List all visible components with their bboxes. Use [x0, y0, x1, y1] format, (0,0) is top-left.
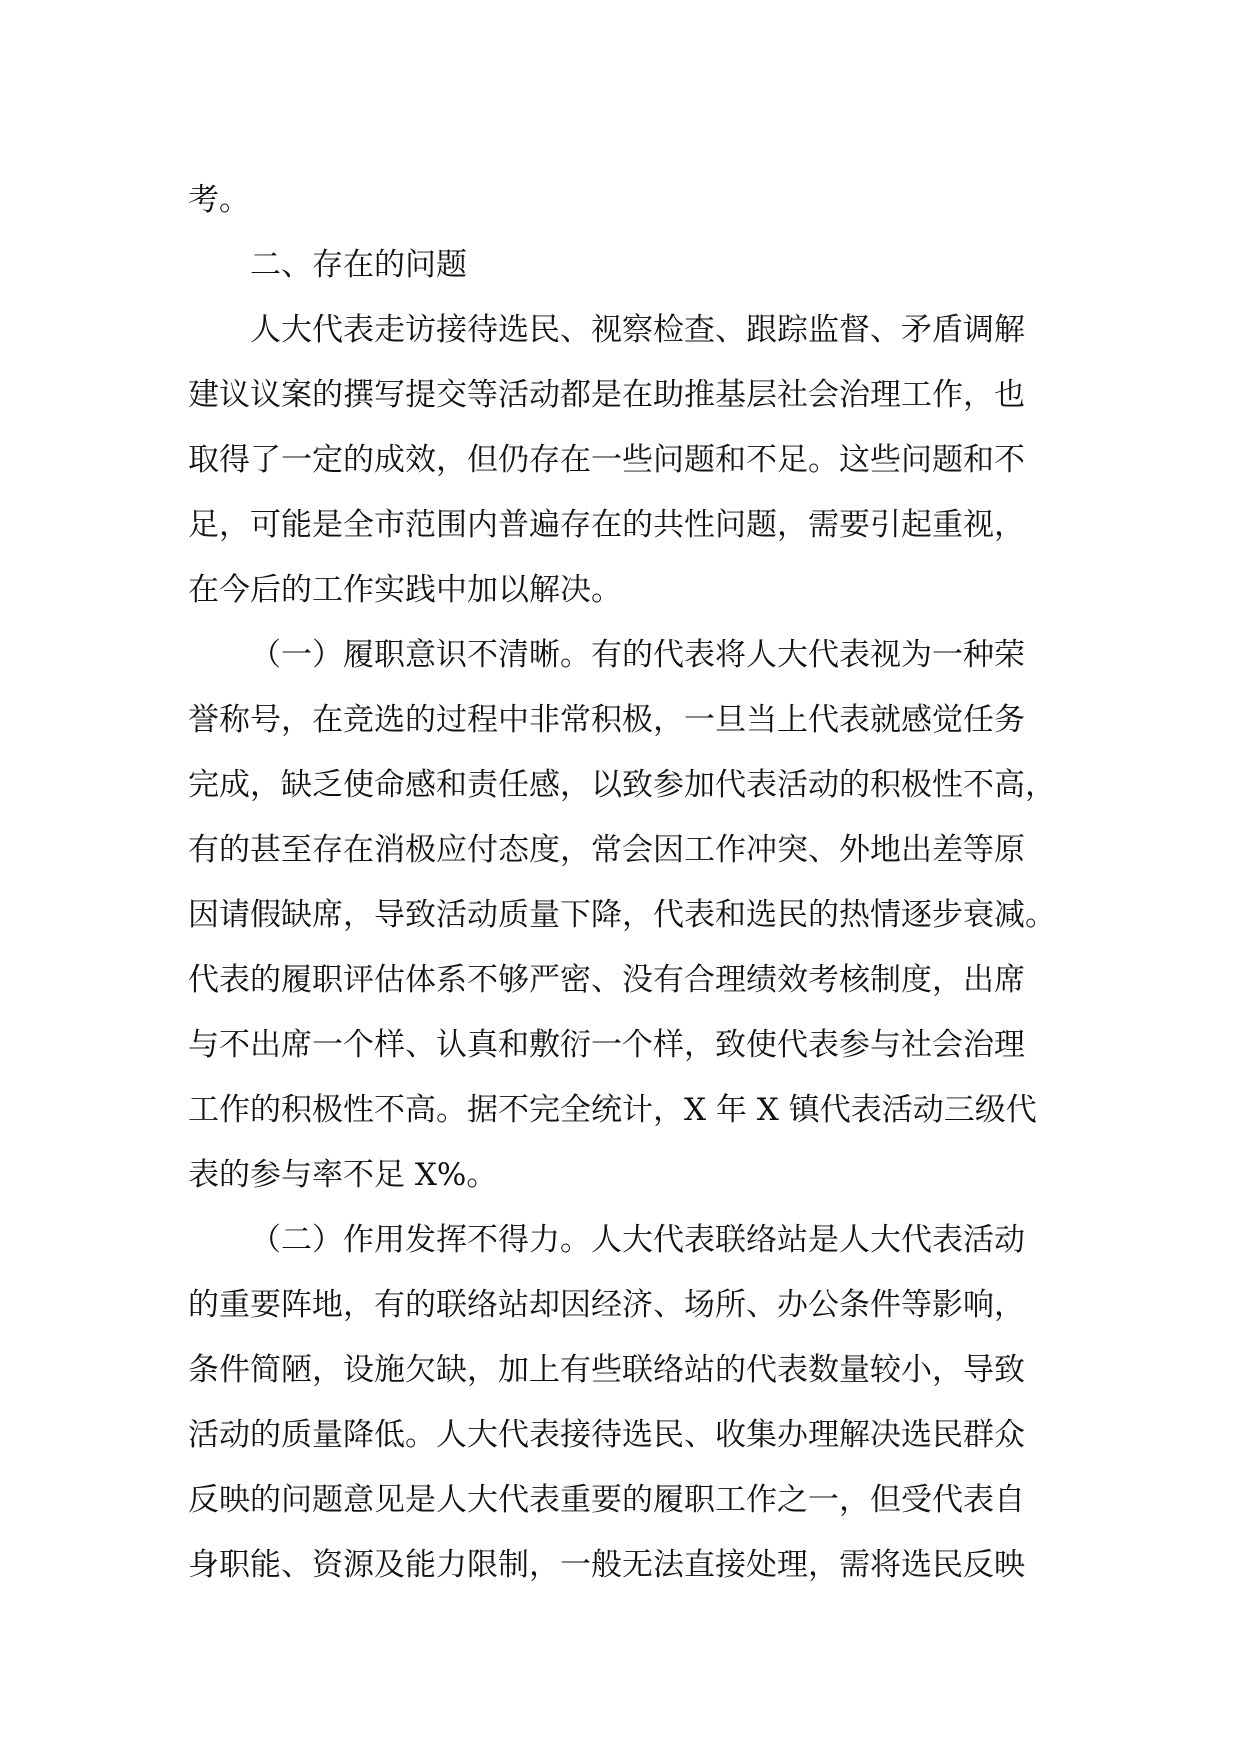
- text-line: 的重要阵地，有的联络站却因经济、场所、办公条件等影响，: [188, 1287, 1025, 1323]
- text-line: 考。: [188, 182, 250, 218]
- text-line: 在今后的工作实践中加以解决。: [188, 572, 622, 608]
- section-heading: 二、存在的问题: [250, 247, 467, 283]
- body-text: [188, 168, 1088, 1598]
- text-line: 工作的积极性不高。据不完全统计，X 年 X 镇代表活动三级代: [188, 1092, 1037, 1128]
- text-line: 活动的质量降低。人大代表接待选民、收集办理解决选民群众: [188, 1417, 1025, 1453]
- text-line: 足，可能是全市范围内普遍存在的共性问题，需要引起重视，: [188, 507, 1025, 543]
- text-line: 誉称号，在竞选的过程中非常积极，一旦当上代表就感觉任务: [188, 702, 1025, 738]
- text-line: 人大代表走访接待选民、视察检查、跟踪监督、矛盾调解: [250, 312, 1025, 348]
- text-line: 代表的履职评估体系不够严密、没有合理绩效考核制度，出席: [188, 962, 1025, 998]
- text-line: 条件简陋，设施欠缺，加上有些联络站的代表数量较小，导致: [188, 1352, 1025, 1388]
- text-line: 因请假缺席，导致活动质量下降，代表和选民的热情逐步衰减。: [188, 897, 1056, 933]
- text-line: 完成，缺乏使命感和责任感，以致参加代表活动的积极性不高，: [188, 767, 1056, 803]
- text-line: 与不出席一个样、认真和敷衍一个样，致使代表参与社会治理: [188, 1027, 1025, 1063]
- text-line: 反映的问题意见是人大代表重要的履职工作之一，但受代表自: [188, 1482, 1025, 1518]
- subsection-heading-line: （一）履职意识不清晰。有的代表将人大代表视为一种荣: [250, 637, 1025, 673]
- text-line: 取得了一定的成效，但仍存在一些问题和不足。这些问题和不: [188, 442, 1025, 478]
- subsection-heading-line: （二）作用发挥不得力。人大代表联络站是人大代表活动: [250, 1222, 1025, 1258]
- text-line: 建议议案的撰写提交等活动都是在助推基层社会治理工作，也: [188, 377, 1025, 413]
- text-line: 有的甚至存在消极应付态度，常会因工作冲突、外地出差等原: [188, 832, 1025, 868]
- text-line: 身职能、资源及能力限制，一般无法直接处理，需将选民反映: [188, 1547, 1025, 1583]
- text-line: 表的参与率不足 X%。: [188, 1157, 498, 1193]
